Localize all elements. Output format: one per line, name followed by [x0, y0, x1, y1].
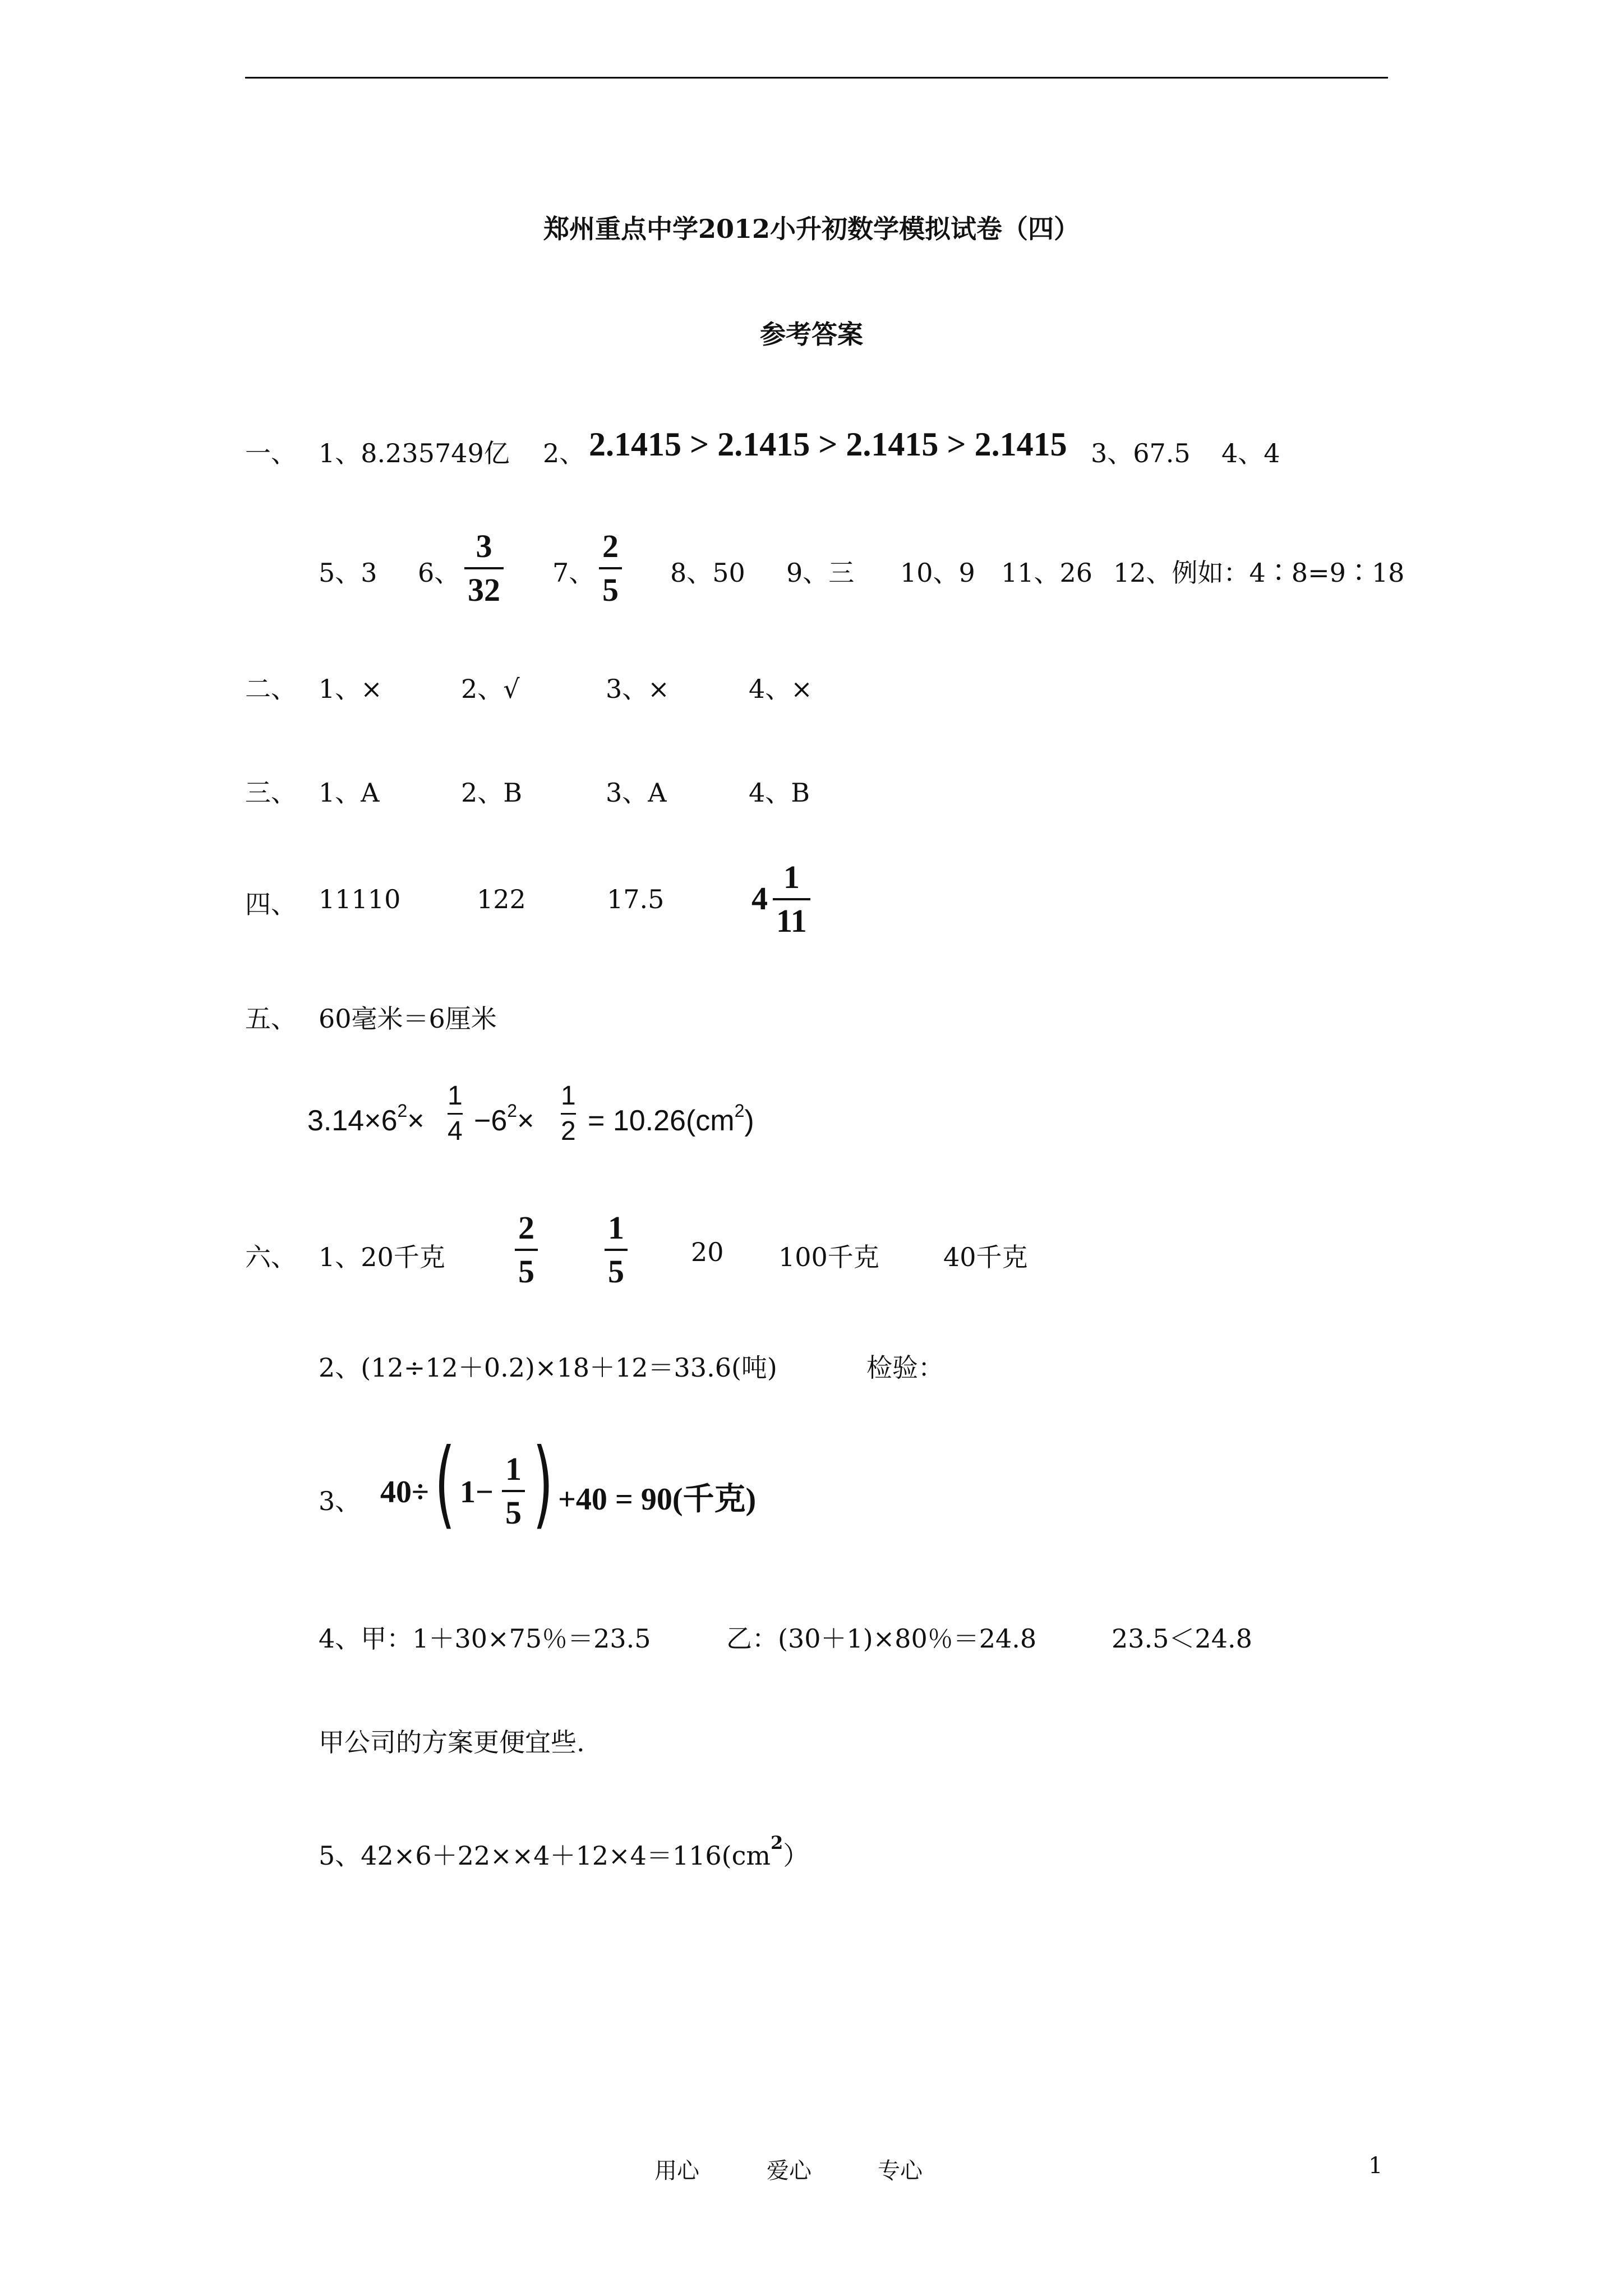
answer-6-4-c: 23.5＜24.8 [1112, 1623, 1252, 1654]
fraction-denominator: 5 [518, 1253, 534, 1290]
answer-1-4: 4、4 [1221, 438, 1280, 468]
left-paren: ( [435, 1428, 455, 1539]
fraction-denominator: 4 [448, 1116, 463, 1146]
section-2-label: 二、 [245, 674, 297, 704]
formula-term-a: 3.14×6 [307, 1105, 398, 1137]
formula-term-c: −6 [474, 1105, 508, 1137]
formula-exp: 2 [734, 1101, 745, 1121]
answer-4-3: 17.5 [607, 884, 665, 914]
answer-2-4: 4、× [749, 674, 813, 704]
fraction-denominator: 5 [602, 572, 619, 608]
answer-1-10: 10、9 [900, 558, 975, 588]
answer-6-4-conclusion: 甲公司的方案更便宜些. [319, 1727, 585, 1757]
fraction-bar [599, 567, 622, 569]
fraction-numerator: 3 [476, 528, 492, 564]
answer-1-5: 5、3 [319, 558, 377, 588]
formula-fraction-1-2 [561, 1083, 576, 1145]
fraction-numerator: 2 [602, 528, 619, 564]
answer-3-4: 4、B [749, 777, 810, 808]
header-rule [245, 77, 1388, 79]
formula-exp: 2 [507, 1101, 518, 1121]
footer-word-1: 用心 [654, 2158, 699, 2184]
formula-fraction-1-4 [448, 1083, 463, 1145]
section-5-label: 五、 [245, 1004, 297, 1034]
footer-word-3: 专心 [878, 2158, 923, 2184]
fraction-numerator: 1 [608, 1209, 624, 1246]
answer-1-12: 12、例如：4∶8=9∶18 [1113, 558, 1405, 588]
answer-2-3: 3、× [606, 674, 670, 704]
answer-1-9: 9、三 [786, 558, 855, 588]
answer-6-5 [319, 1832, 809, 1872]
fraction-1-11 [773, 861, 810, 937]
answer-3-3: 3、A [606, 777, 667, 808]
answer-6-1-c: 100千克 [778, 1242, 879, 1272]
answer-6-3-dividend: 40÷ [380, 1475, 429, 1510]
answer-6-1-a: 1、20千克 [319, 1242, 445, 1272]
fraction-bar [773, 898, 810, 900]
fraction-numerator: 1 [561, 1081, 576, 1111]
fraction-bar [502, 1490, 525, 1492]
fraction-1-5 [605, 1209, 628, 1290]
answer-6-1-b: 20 [691, 1237, 724, 1267]
answer-6-5-text: 5、42×6＋22××4＋12×4＝116(cm [319, 1841, 771, 1871]
document-title: 郑州重点中学2012小升初数学模拟试卷（四） [543, 214, 1080, 244]
fraction-3-32 [464, 530, 504, 606]
answer-1-11: 11、26 [1001, 558, 1093, 588]
answer-6-3-one-minus: 1− [460, 1475, 494, 1510]
fraction-bar [464, 567, 504, 569]
formula-result: = 10.26(cm [588, 1105, 735, 1137]
fraction-denominator: 5 [608, 1253, 624, 1290]
right-paren: ) [533, 1428, 554, 1539]
answer-6-4-b: 乙：(30＋1)×80％＝24.8 [726, 1623, 1037, 1654]
answer-1-6-prefix: 6、 [418, 558, 460, 588]
section-4-label: 四、 [245, 889, 297, 919]
fraction-bar [561, 1113, 576, 1115]
answer-3-1: 1、A [319, 777, 380, 808]
fraction-2-5 [599, 530, 622, 606]
formula-close: ) [744, 1105, 754, 1137]
answer-1-8: 8、50 [670, 558, 745, 588]
formula-times: × [517, 1105, 534, 1137]
answer-1-3: 3、67.5 [1091, 438, 1191, 468]
answer-2-2: 2、√ [461, 674, 520, 704]
answer-3-2: 2、B [461, 777, 523, 808]
answer-6-5-exp: 2 [770, 1832, 783, 1853]
answer-6-2: 2、(12÷12＋0.2)×18＋12＝33.6(吨) [319, 1352, 777, 1383]
answer-6-3-rest: +40 = 90(千克) [558, 1482, 757, 1517]
fraction-2-5 [515, 1209, 538, 1290]
answer-5-conversion: 60毫米＝6厘米 [319, 1004, 497, 1034]
fraction-numerator: 2 [518, 1209, 534, 1246]
section-6-label: 六、 [245, 1242, 297, 1272]
answer-6-1-d: 40千克 [943, 1242, 1028, 1272]
answer-6-5-close: ） [783, 1841, 809, 1871]
document-subtitle: 参考答案 [760, 319, 863, 349]
formula-times: × [407, 1105, 425, 1137]
answer-1-2-prefix: 2、 [543, 438, 585, 468]
answer-4-1: 11110 [319, 884, 401, 914]
answer-4-2: 122 [477, 884, 526, 914]
section-3-label: 三、 [245, 777, 297, 808]
answer-1-2-inequality [589, 425, 1067, 464]
answer-1-1: 1、8.235749亿 [319, 438, 510, 468]
fraction-bar [515, 1249, 538, 1251]
fraction-numerator: 1 [448, 1081, 463, 1111]
answer-6-3-prefix: 3、 [319, 1486, 361, 1516]
fraction-bar [448, 1113, 463, 1115]
section-1-label: 一、 [245, 438, 297, 468]
answer-2-1: 1、× [319, 674, 382, 704]
mixed-number-whole: 4 [751, 880, 768, 917]
fraction-numerator: 1 [505, 1451, 522, 1487]
answer-6-4-a: 4、甲：1＋30×75％＝23.5 [319, 1623, 651, 1654]
fraction-1-5 [502, 1453, 525, 1529]
fraction-bar [605, 1249, 628, 1251]
answer-1-7-prefix: 7、 [552, 558, 595, 588]
footer-word-2: 爱心 [767, 2158, 811, 2184]
inequality-text: 2.1415 > 2.1415 > 2.1415 > 2.1415 [589, 426, 1067, 463]
fraction-denominator: 32 [468, 572, 500, 608]
fraction-numerator: 1 [783, 859, 800, 895]
page-number: 1 [1368, 2153, 1383, 2179]
answer-6-2-check: 检验： [866, 1352, 944, 1383]
fraction-denominator: 2 [561, 1116, 576, 1146]
fraction-denominator: 5 [505, 1494, 522, 1531]
fraction-denominator: 11 [776, 903, 807, 939]
formula-exp: 2 [397, 1101, 408, 1121]
